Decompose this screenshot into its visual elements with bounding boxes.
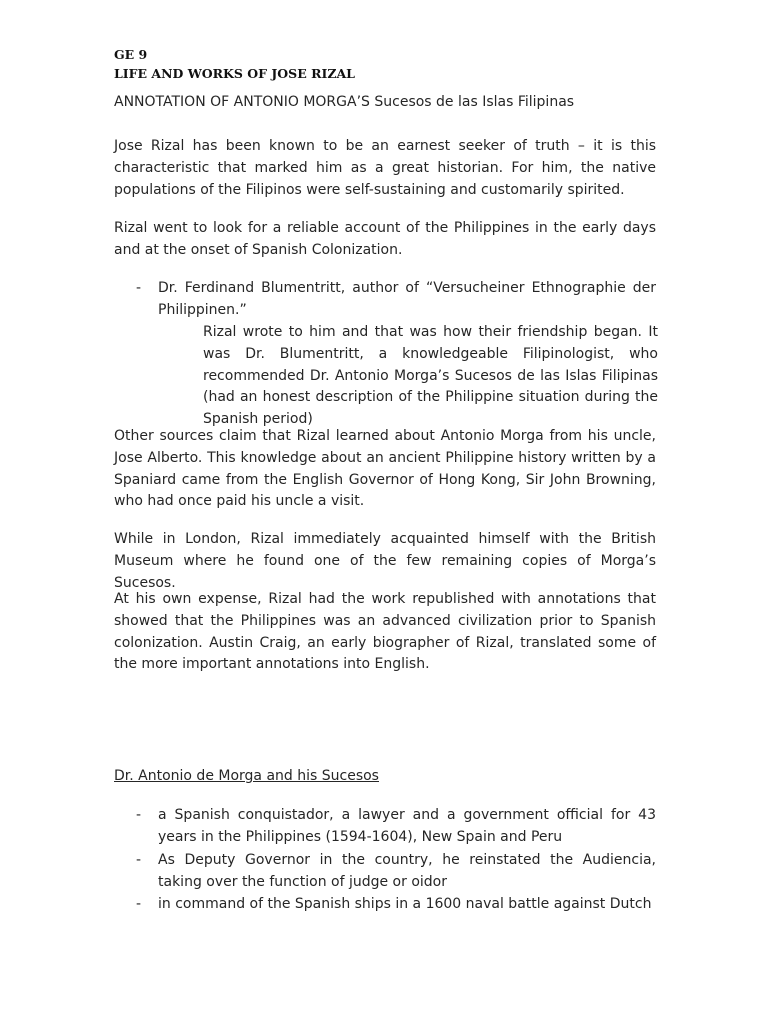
intro-paragraph-1: Jose Rizal has been known to be an earnest seeker of truth – it is this characteristic that marked him as a great historian. For him, the native populations of the Filipinos were self-sustaining and customarily spirited. bbox=[114, 138, 656, 198]
paragraph-other-sources: Other sources claim that Rizal learned about Antonio Morga from his uncle, Jose Alberto. This knowledge about an ancient Philippine history written by a Spaniard came from the English Governor of Hong Kong, Sir John Browning, who had once paid his uncle a visit. bbox=[114, 428, 656, 510]
list-bullet: - bbox=[136, 807, 142, 823]
course-subject: LIFE AND WORKS OF JOSE RIZAL bbox=[114, 66, 355, 81]
list-item: As Deputy Governor in the country, he reinstated the Audiencia, taking over the function of judge or oidor bbox=[158, 852, 656, 890]
paragraph-republished: At his own expense, Rizal had the work republished with annotations that showed that the Philippines was an advanced civilization prior to Spanish colonization. Austin Craig, an early biographer of Rizal, translated some of the more important annotations into English. bbox=[114, 591, 656, 673]
section-heading-morga: Dr. Antonio de Morga and his Sucesos bbox=[114, 768, 379, 784]
intro-paragraph-2: Rizal went to look for a reliable account of the Philippines in the early days and at the onset of Spanish Colonization. bbox=[114, 220, 656, 258]
course-header bbox=[114, 45, 355, 83]
course-code: GE 9 bbox=[114, 47, 148, 62]
list-item-blumentritt: Dr. Ferdinand Blumentritt, author of “Versucheiner Ethnographie der Philippinen.” bbox=[158, 280, 656, 318]
list-item: a Spanish conquistador, a lawyer and a government official for 43 years in the Philippines (1594-1604), New Spain and Peru bbox=[158, 807, 656, 845]
list-item: in command of the Spanish ships in a 1600 naval battle against Dutch bbox=[158, 896, 652, 912]
list-bullet: - bbox=[136, 280, 142, 296]
blumentritt-detail: Rizal wrote to him and that was how their friendship began. It was Dr. Blumentritt, a knowledgeable Filipinologist, who recommended Dr. Antonio Morga’s Sucesos de las Islas Filipinas (had an honest description of the Philippine situation during the Spanish period) bbox=[203, 324, 658, 428]
paragraph-london: While in London, Rizal immediately acquainted himself with the British Museum where he found one of the few remaining copies of Morga’s Sucesos. bbox=[114, 531, 656, 591]
list-bullet: - bbox=[136, 896, 142, 912]
document-title: ANNOTATION OF ANTONIO MORGA’S Sucesos de las Islas Filipinas bbox=[114, 94, 575, 110]
list-bullet: - bbox=[136, 852, 142, 868]
